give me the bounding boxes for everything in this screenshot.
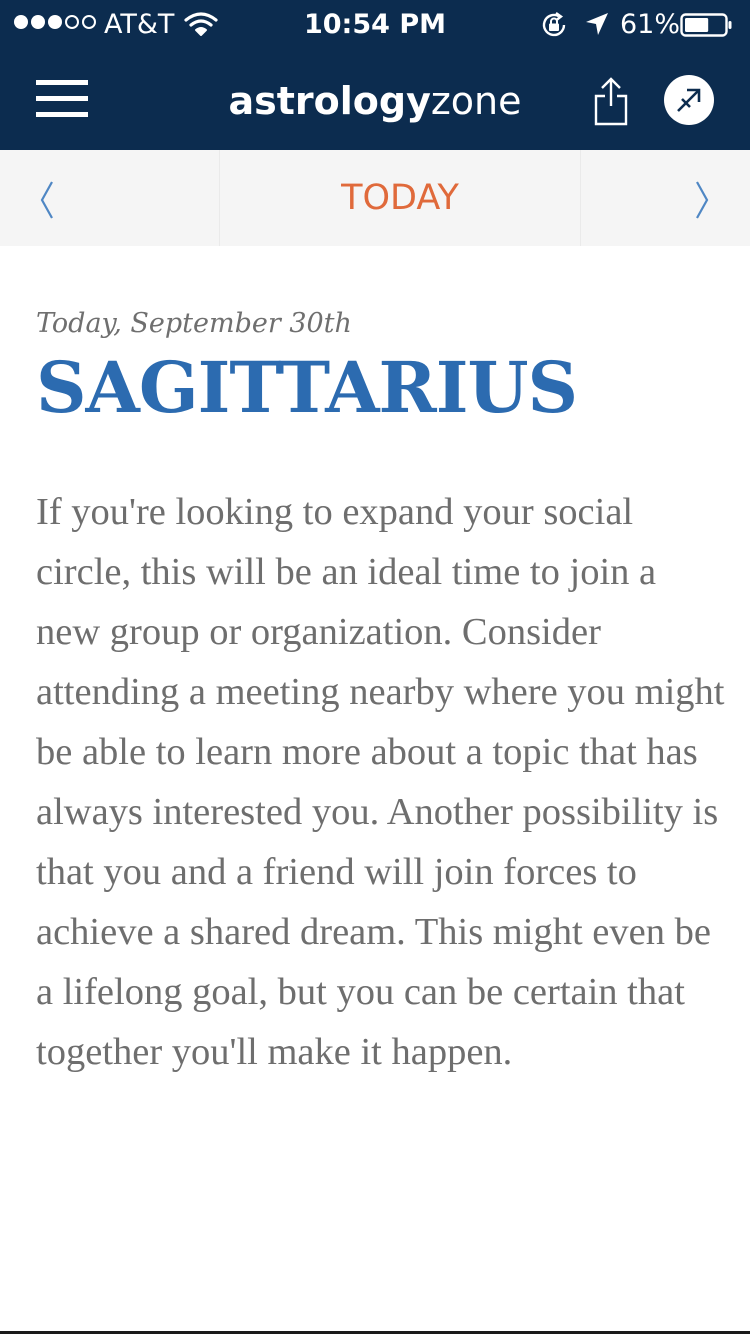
- rotation-lock-icon: [540, 11, 568, 39]
- date-navigation: [0, 150, 750, 246]
- share-icon[interactable]: [586, 76, 636, 128]
- status-bar: [0, 0, 750, 50]
- location-arrow-icon: [584, 11, 610, 37]
- menu-icon-line: [36, 112, 88, 117]
- sagittarius-icon: [664, 75, 714, 125]
- previous-day-button[interactable]: [0, 150, 220, 246]
- chevron-right-icon: [691, 178, 713, 222]
- carrier-name: AT&T: [104, 9, 175, 40]
- menu-icon-line: [36, 96, 88, 101]
- app-logo: [200, 76, 550, 126]
- battery-icon: [680, 13, 732, 37]
- status-time: 10:54 PM: [303, 9, 446, 40]
- logo-light-part: zone: [430, 79, 522, 123]
- menu-button[interactable]: [26, 70, 100, 128]
- navigation-bar: [0, 50, 750, 150]
- horoscope-text: If you're looking to expand your social circle, this will be an ideal time to join a new group or organization. Consider attending a meeting nearby where you might be able to learn more about a topic that has always interested you. Another possibility is that you and a friend will join forces to achieve a shared dream. This might even be a lifelong goal, but you can be certain that together you'll make it happen.: [36, 491, 725, 1073]
- zodiac-sign-button[interactable]: [664, 75, 714, 125]
- logo-bold-part: astrology: [228, 79, 431, 123]
- menu-icon-line: [36, 80, 88, 85]
- horoscope-content: [36, 300, 726, 1082]
- chevron-left-icon: [36, 178, 58, 222]
- next-day-button[interactable]: [580, 150, 750, 246]
- date-tab-label: TODAY: [341, 178, 459, 218]
- horoscope-date: Today, September 30th: [36, 308, 352, 339]
- battery-percent: 61%: [620, 9, 681, 40]
- app-header: [0, 0, 750, 150]
- sign-title: SAGITTARIUS: [36, 346, 578, 429]
